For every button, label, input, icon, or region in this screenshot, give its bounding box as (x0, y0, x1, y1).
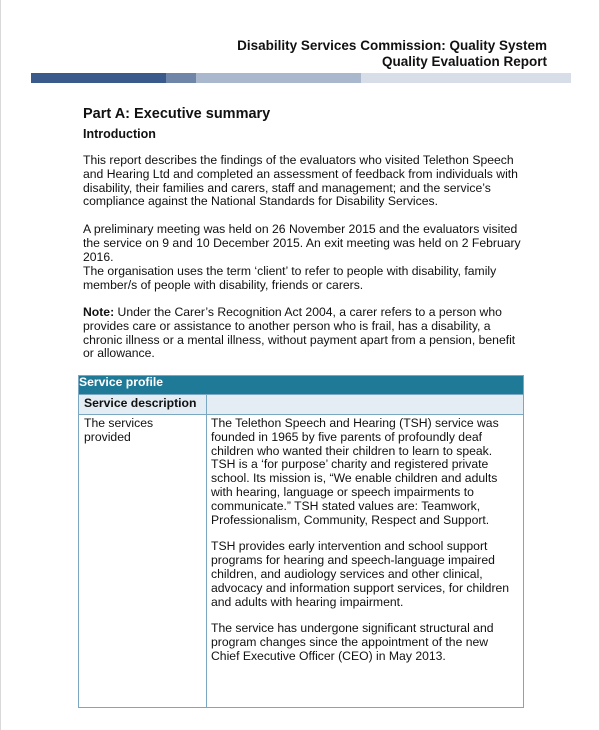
table-row (79, 415, 524, 708)
section-subtitle: Introduction (83, 127, 156, 141)
intro-paragraph-2: A preliminary meeting was held on 26 November 2015 and the evaluators visited the service on 9 and 10 December 2015. An exit meeting was held on 2 February 2016. (83, 222, 521, 264)
band-segment (31, 73, 166, 83)
section-title: Part A: Executive summary (83, 106, 271, 122)
band-segment (361, 73, 571, 83)
table-header-row (79, 376, 524, 395)
header-color-band (31, 73, 571, 83)
note-text: Under the Carer’s Recognition Act 2004, a carer refers to a person who provides care or assistance to another person who is frail, has a disability, a chronic illness or a mental illness, without payment apart from a pension, benefit or allowance. (83, 305, 516, 361)
note-paragraph (83, 306, 523, 361)
intro-paragraph-1: This report describes the findings of the evaluators who visited Telethon Speech and Hearing Ltd and completed an assessment of feedback from individuals with disability, their families and carers, staff and management; and the service’s compliance against the National Standards for Disability Services. (83, 153, 518, 209)
table-subheader: Service description (79, 395, 207, 415)
table-header: Service profile (79, 376, 524, 395)
table-subheader-row (79, 395, 524, 415)
report-header-line1: Disability Services Commission: Quality System (237, 38, 547, 53)
band-segment (166, 73, 196, 83)
description-paragraph: The service has undergone significant structural and program changes since the appointment of the new Chief Executive Officer (CEO) in May 2013. (211, 621, 494, 663)
report-header-line2: Quality Evaluation Report (381, 54, 547, 69)
band-segment (196, 73, 361, 83)
intro-paragraph-3: The organisation uses the term ‘client’ to refer to people with disability, family member/s of people with disability, friends or carers. (83, 264, 497, 292)
service-profile-table (78, 375, 524, 708)
note-label: Note: (83, 305, 115, 319)
row-label: The services provided (79, 415, 207, 708)
table-subheader-empty (207, 395, 524, 415)
description-paragraph: TSH provides early intervention and school support programs for hearing and speech-language impaired children, and audiology services and other clinical, advocacy and information support services, for children and adults with hearing impairment. (211, 539, 510, 609)
row-description (207, 415, 524, 708)
description-paragraph: The Telethon Speech and Hearing (TSH) service was founded in 1965 by five parents of profoundly deaf children who wanted their children to learn to speak. TSH is a ‘for purpose’ charity and registered private school. Its mission is, “We enable children and adults with hearing, language or speech impairments to communicate.” TSH stated values are: Teamwork, Professionalism, Community, Respect and Support. (211, 416, 499, 527)
